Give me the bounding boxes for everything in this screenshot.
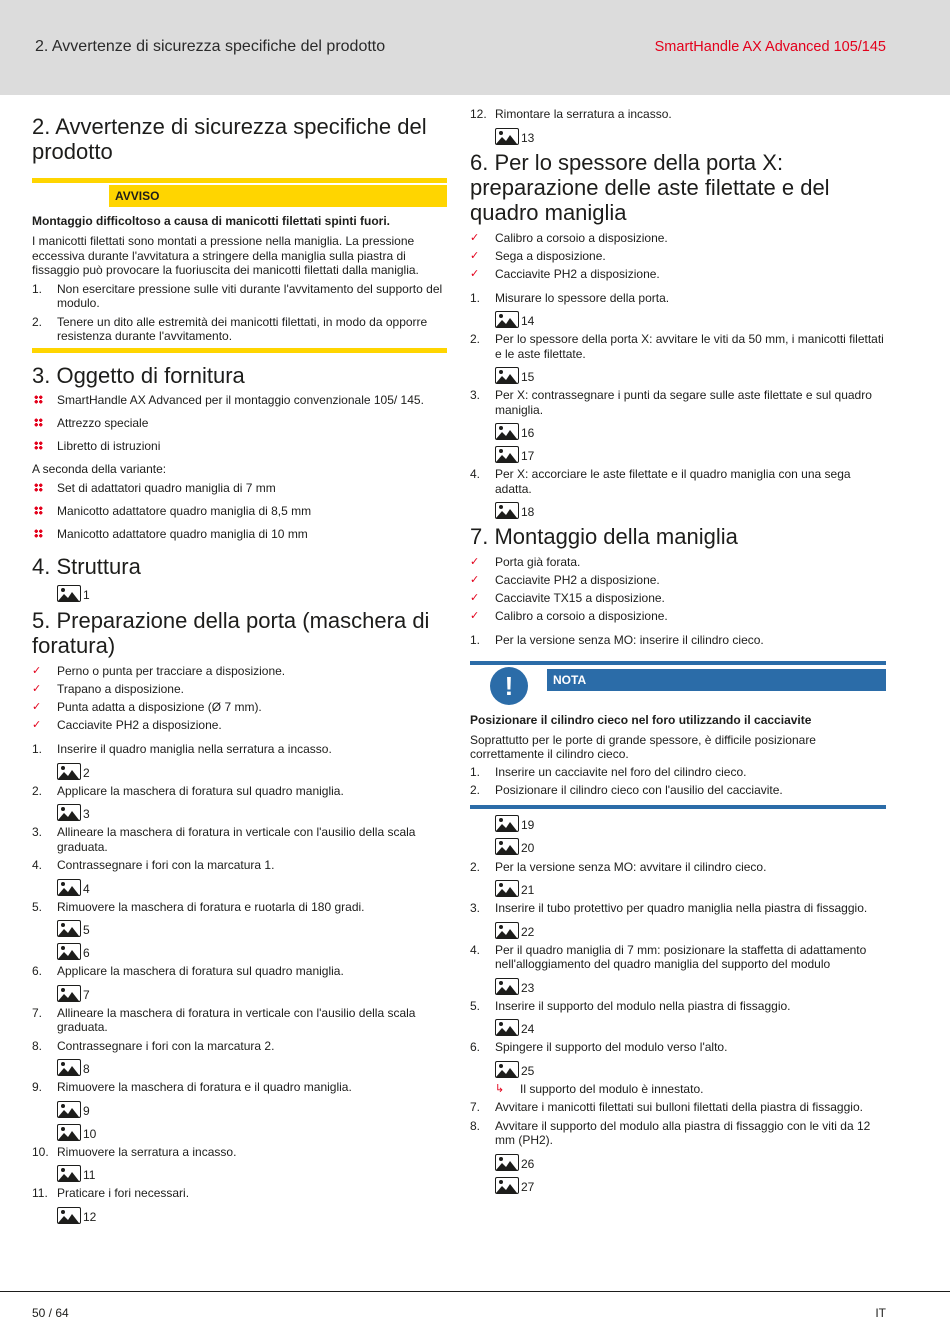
section-2-title: 2. Avvertenze di sicurezza specifiche del prodotto [32, 114, 427, 164]
figure-number: 9 [83, 1103, 90, 1118]
language-code: IT [875, 1306, 886, 1320]
step-number: 10. [32, 1144, 49, 1159]
door-prep-checklist [32, 664, 447, 733]
step-text: Rimuovere la maschera di foratura e il quadro maniglia. [57, 1080, 352, 1094]
figure-reference [57, 1159, 447, 1182]
step-number: 8. [470, 1118, 481, 1133]
step-text: Contrassegnare i fori con la marcatura 1. [57, 858, 275, 872]
figure-number: 26 [521, 1156, 535, 1171]
figure-reference [495, 832, 886, 855]
image-icon [495, 1177, 519, 1194]
step-number: 1. [32, 742, 43, 756]
check-icon: ✓ [470, 574, 480, 586]
figure-reference [495, 1055, 886, 1078]
step-text: Applicare la maschera di foratura sul quadro maniglia. [57, 783, 344, 798]
image-icon [495, 815, 519, 832]
step-item [470, 332, 886, 361]
result-arrow-icon: ↳ [495, 1082, 505, 1095]
figure-reference [57, 1201, 447, 1224]
step-item [470, 765, 886, 780]
door-prep-steps-continued [470, 107, 886, 145]
checklist-text: Sega a disposizione. [495, 248, 606, 263]
step-item [32, 1186, 447, 1201]
delivery-item [32, 416, 447, 431]
step-text: Misurare lo spessore della porta. [495, 290, 670, 305]
warning-label: AVVISO [109, 185, 447, 207]
note-steps [470, 765, 886, 798]
checklist-item [32, 664, 447, 679]
figure-number: 12 [83, 1209, 97, 1224]
step-item [470, 1040, 886, 1055]
rods-prep-steps [470, 291, 886, 520]
checklist-item [470, 231, 886, 246]
checklist-text: Calibro a corsoio a disposizione. [495, 609, 668, 623]
image-icon [495, 1019, 519, 1036]
figure-number: 16 [521, 426, 535, 440]
delivery-item [32, 527, 447, 542]
section-4-title: 4. Struttura [32, 554, 141, 579]
checklist-text: Cacciavite PH2 a disposizione. [57, 718, 222, 732]
check-icon: ✓ [470, 267, 480, 280]
figure-reference [495, 874, 886, 897]
step-item [32, 825, 447, 854]
delivery-item-text: SmartHandle AX Advanced per il montaggio convenzionale 105/ 145. [57, 392, 424, 407]
step-text: Allineare la maschera di foratura in verticale con l'ausilio della scala graduata. [57, 825, 416, 854]
step-item [32, 964, 447, 979]
step-text: Rimuovere la maschera di foratura e ruotarla di 180 gradi. [57, 899, 365, 914]
step-text: Inserire un cacciavite nel foro del cilindro cieco. [495, 764, 747, 779]
step-item [32, 742, 447, 757]
step-item [32, 784, 447, 799]
step-number: 1. [470, 290, 481, 305]
step-text: Inserire il supporto del modulo nella piastra di fissaggio. [495, 998, 791, 1013]
step-item [470, 467, 886, 496]
bullet-icon [34, 483, 43, 492]
figure-number: 3 [83, 807, 90, 821]
figure-number: 1 [83, 588, 90, 602]
result-item [470, 1082, 886, 1097]
handle-mount-checklist [470, 555, 886, 624]
step-number: 2. [470, 332, 481, 346]
figure-number: 18 [521, 505, 535, 519]
step-number: 3. [470, 388, 481, 402]
step-item [470, 291, 886, 306]
figure-reference [495, 361, 886, 384]
delivery-item-text: Manicotto adattatore quadro maniglia di 10 mm [57, 527, 308, 541]
checklist-item [32, 700, 447, 715]
image-icon [57, 1165, 81, 1182]
figure-reference [57, 873, 447, 896]
step-item [32, 315, 447, 344]
step-item [32, 900, 447, 915]
figure-reference [57, 579, 447, 602]
step-text: Per X: accorciare le aste filettate e il quadro maniglia con una sega adatta. [495, 467, 851, 496]
left-column [32, 114, 447, 1224]
checklist-item [470, 555, 886, 570]
delivery-item-text: Attrezzo speciale [57, 415, 149, 430]
image-icon [57, 763, 81, 780]
figure-number: 2 [83, 765, 90, 780]
handle-mount-steps [470, 860, 886, 1194]
check-icon: ✓ [470, 231, 480, 244]
step-text: Per la versione senza MO: inserire il cilindro cieco. [495, 633, 764, 647]
step-text: Avvitare il supporto del modulo alla piastra di fissaggio con le viti da 12 mm (PH2). [495, 1118, 871, 1147]
step-number: 1. [32, 281, 43, 296]
note-figures [470, 809, 886, 855]
step-number: 4. [32, 858, 43, 872]
bullet-icon [34, 395, 43, 404]
check-icon: ✓ [470, 592, 480, 604]
check-icon: ✓ [470, 610, 480, 622]
figure-reference [57, 914, 447, 937]
check-icon: ✓ [32, 719, 42, 731]
step-number: 5. [32, 899, 43, 914]
note-box [470, 661, 886, 809]
check-icon: ✓ [32, 665, 42, 677]
handle-step-1 [470, 633, 886, 648]
figure-reference [495, 440, 886, 463]
checklist-text: Punta adatta a disposizione (Ø 7 mm). [57, 700, 262, 714]
step-text: Per X: contrassegnare i punti da segare sulle aste filettate e sul quadro maniglia. [495, 388, 872, 417]
checklist-text: Trapano a disposizione. [57, 682, 184, 696]
variant-intro: A seconda della variante: [32, 461, 167, 476]
image-icon [57, 879, 81, 896]
step-text: Non esercitare pressione sulle viti durante l'avvitamento del supporto del modulo. [57, 281, 443, 310]
figure-number: 23 [521, 980, 535, 995]
step-item [470, 783, 886, 798]
delivery-item [32, 504, 447, 519]
step-item [470, 388, 886, 417]
figure-reference [495, 916, 886, 939]
figure-reference [495, 122, 886, 145]
checklist-text: Calibro a corsoio a disposizione. [495, 230, 668, 245]
variant-items [32, 481, 447, 542]
check-icon: ✓ [470, 556, 480, 568]
step-number: 12. [470, 107, 487, 121]
step-text: Inserire il tubo protettivo per quadro maniglia nella piastra di fissaggio. [495, 901, 868, 915]
image-icon [57, 804, 81, 821]
step-item [32, 1006, 447, 1035]
figure-number: 7 [83, 987, 90, 1002]
header-product-name: SmartHandle AX Advanced 105/145 [654, 39, 886, 55]
figure-reference [57, 1053, 447, 1076]
figure-reference [495, 496, 886, 519]
section-3-title: 3. Oggetto di fornitura [32, 362, 245, 388]
step-number: 4. [470, 942, 481, 957]
delivery-item [32, 481, 447, 496]
step-number: 7. [470, 1100, 481, 1114]
delivery-item-text: Manicotto adattatore quadro maniglia di 8,5 mm [57, 504, 312, 518]
step-number: 2. [470, 859, 481, 874]
step-text: Posizionare il cilindro cieco con l'ausilio del cacciavite. [495, 783, 783, 797]
image-icon [57, 1059, 81, 1076]
image-icon [495, 446, 519, 463]
image-icon [495, 423, 519, 440]
checklist-item [470, 249, 886, 264]
result-text: Il supporto del modulo è innestato. [520, 1081, 704, 1096]
step-number: 1. [470, 764, 481, 779]
warning-top-bar [32, 178, 447, 183]
figure-reference [495, 972, 886, 995]
figure-reference [495, 305, 886, 328]
delivery-item-text: Libretto di istruzioni [57, 438, 161, 453]
image-icon [57, 1101, 81, 1118]
check-icon: ✓ [470, 249, 480, 262]
note-body: Soprattutto per le porte di grande spessore, è difficile posizionare correttamente il cilindro cieco. [470, 732, 816, 761]
figure-reference [495, 1013, 886, 1036]
figure-number: 20 [521, 840, 535, 855]
step-number: 6. [32, 964, 43, 978]
figure-reference [495, 1171, 886, 1194]
step-item [32, 1145, 447, 1160]
page-number: 50 / 64 [32, 1306, 69, 1320]
image-icon [495, 838, 519, 855]
step-item [32, 1080, 447, 1095]
step-text: Rimontare la serratura a incasso. [495, 107, 672, 121]
image-icon [495, 128, 519, 145]
figure-reference [57, 937, 447, 960]
step-item [470, 1100, 886, 1115]
step-text: Spingere il supporto del modulo verso l'alto. [495, 1040, 728, 1054]
right-column [470, 107, 886, 1194]
figure-reference [495, 417, 886, 440]
step-text: Per il quadro maniglia di 7 mm: posizionare la staffetta di adattamento nell'alloggiamento del quadro maniglia del supporto del modulo [495, 942, 867, 971]
figure-number: 25 [521, 1063, 535, 1078]
figure-number: 19 [521, 817, 535, 832]
figure-reference [57, 757, 447, 780]
note-heading: Posizionare il cilindro cieco nel foro utilizzando il cacciavite [470, 712, 812, 727]
figure-number: 6 [83, 946, 90, 960]
bullet-icon [34, 441, 43, 450]
checklist-item [470, 267, 886, 282]
image-icon [57, 1124, 81, 1141]
figure-reference [495, 809, 886, 832]
checklist-item [470, 591, 886, 606]
checklist-item [470, 573, 886, 588]
checklist-item [470, 609, 886, 624]
step-text: Applicare la maschera di foratura sul quadro maniglia. [57, 964, 344, 978]
image-icon [495, 880, 519, 897]
figure-number: 13 [521, 130, 535, 145]
figure-number: 4 [83, 881, 90, 896]
step-item [470, 1119, 886, 1148]
image-icon [57, 985, 81, 1002]
step-number: 9. [32, 1080, 43, 1094]
figure-number: 15 [521, 370, 535, 384]
step-text: Per lo spessore della porta X: avvitare le viti da 50 mm, i manicotti filettati e le aste filettate. [495, 332, 884, 361]
figure-number: 10 [83, 1126, 97, 1141]
step-text: Contrassegnare i fori con la marcatura 2. [57, 1038, 275, 1053]
exclamation-icon: ! [490, 667, 528, 705]
step-number: 2. [32, 314, 43, 329]
checklist-text: Cacciavite TX15 a disposizione. [495, 591, 665, 605]
figure-number: 21 [521, 883, 535, 897]
bullet-icon [34, 529, 43, 538]
figure-reference [57, 1118, 447, 1141]
image-icon [495, 502, 519, 519]
step-number: 3. [32, 825, 43, 839]
step-item [470, 901, 886, 916]
footer-divider [0, 1291, 950, 1292]
step-text: Rimuovere la serratura a incasso. [57, 1144, 237, 1159]
image-icon [57, 920, 81, 937]
delivery-item [32, 439, 447, 454]
image-icon [57, 1207, 81, 1224]
figure-number: 5 [83, 923, 90, 937]
image-icon [495, 1061, 519, 1078]
image-icon [495, 922, 519, 939]
note-bottom-bar [470, 805, 886, 809]
step-text: Avvitare i manicotti filettati sui bulloni filettati della piastra di fissaggio. [495, 1100, 863, 1114]
delivery-items [32, 393, 447, 454]
page-header [0, 0, 950, 95]
bullet-icon [34, 418, 43, 427]
step-number: 2. [32, 783, 43, 798]
structure-figure [32, 579, 447, 602]
step-number: 1. [470, 633, 481, 647]
image-icon [57, 943, 81, 960]
warning-body: I manicotti filettati sono montati a pressione nella maniglia. La pressione eccessiva durante l'avvitatura a stringere della maniglia sulla piastra di fissaggio può provocare la fuoriuscita dei manicotti filettati dalla maniglia. [32, 234, 419, 277]
figure-number: 8 [83, 1062, 90, 1076]
step-number: 3. [470, 901, 481, 915]
figure-number: 14 [521, 314, 535, 328]
figure-number: 27 [521, 1179, 535, 1194]
check-icon: ✓ [32, 683, 42, 695]
warning-heading: Montaggio difficoltoso a causa di manicotti filettati spinti fuori. [32, 214, 391, 228]
figure-number: 22 [521, 924, 535, 939]
section-7-title: 7. Montaggio della maniglia [470, 524, 738, 549]
bullet-icon [34, 506, 43, 515]
step-number: 7. [32, 1005, 43, 1020]
checklist-text: Perno o punta per tracciare a disposizione. [57, 664, 286, 678]
step-item [470, 943, 886, 972]
step-text: Inserire il quadro maniglia nella serratura a incasso. [57, 742, 332, 756]
figure-reference [57, 798, 447, 821]
section-6-title: 6. Per lo spessore della porta X: preparazione delle aste filettate e del quadro maniglia [470, 149, 830, 225]
step-item [470, 999, 886, 1014]
step-number: 11. [32, 1186, 48, 1200]
delivery-item [32, 393, 447, 408]
image-icon [495, 978, 519, 995]
image-icon [495, 311, 519, 328]
step-text: Praticare i fori necessari. [57, 1186, 190, 1200]
figure-number: 17 [521, 449, 535, 463]
figure-number: 11 [83, 1168, 96, 1182]
step-number: 8. [32, 1038, 43, 1053]
section-5-title: 5. Preparazione della porta (maschera di foratura) [32, 608, 430, 658]
checklist-text: Porta già forata. [495, 555, 581, 569]
step-number: 6. [470, 1040, 481, 1054]
step-number: 5. [470, 998, 481, 1013]
note-label: NOTA [547, 669, 886, 691]
figure-number: 24 [521, 1022, 535, 1036]
checklist-item [32, 718, 447, 733]
figure-reference [57, 979, 447, 1002]
image-icon [57, 585, 81, 602]
step-item [32, 1039, 447, 1054]
figure-reference [57, 1095, 447, 1118]
note-top-bar [470, 661, 886, 665]
step-text: Per la versione senza MO: avvitare il cilindro cieco. [495, 859, 767, 874]
rods-prep-checklist [470, 231, 886, 282]
step-item [32, 282, 447, 311]
checklist-text: Cacciavite PH2 a disposizione. [495, 266, 660, 281]
step-text: Allineare la maschera di foratura in verticale con l'ausilio della scala graduata. [57, 1005, 416, 1034]
image-icon [495, 367, 519, 384]
header-section-title: 2. Avvertenze di sicurezza specifiche del prodotto [35, 38, 386, 55]
check-icon: ✓ [32, 701, 42, 713]
warning-steps [32, 282, 447, 344]
step-item [32, 858, 447, 873]
delivery-item-text: Set di adattatori quadro maniglia di 7 mm [57, 481, 276, 495]
step-number: 4. [470, 467, 481, 481]
image-icon [495, 1154, 519, 1171]
figure-reference [495, 1148, 886, 1171]
checklist-item [32, 682, 447, 697]
step-number: 2. [470, 783, 481, 797]
door-prep-steps [32, 742, 447, 1224]
step-item [470, 107, 886, 122]
checklist-text: Cacciavite PH2 a disposizione. [495, 573, 660, 587]
step-text: Tenere un dito alle estremità dei manicotti filettati, in modo da opporre resistenza durante l'avvitamento. [57, 314, 428, 343]
step-item [470, 860, 886, 875]
